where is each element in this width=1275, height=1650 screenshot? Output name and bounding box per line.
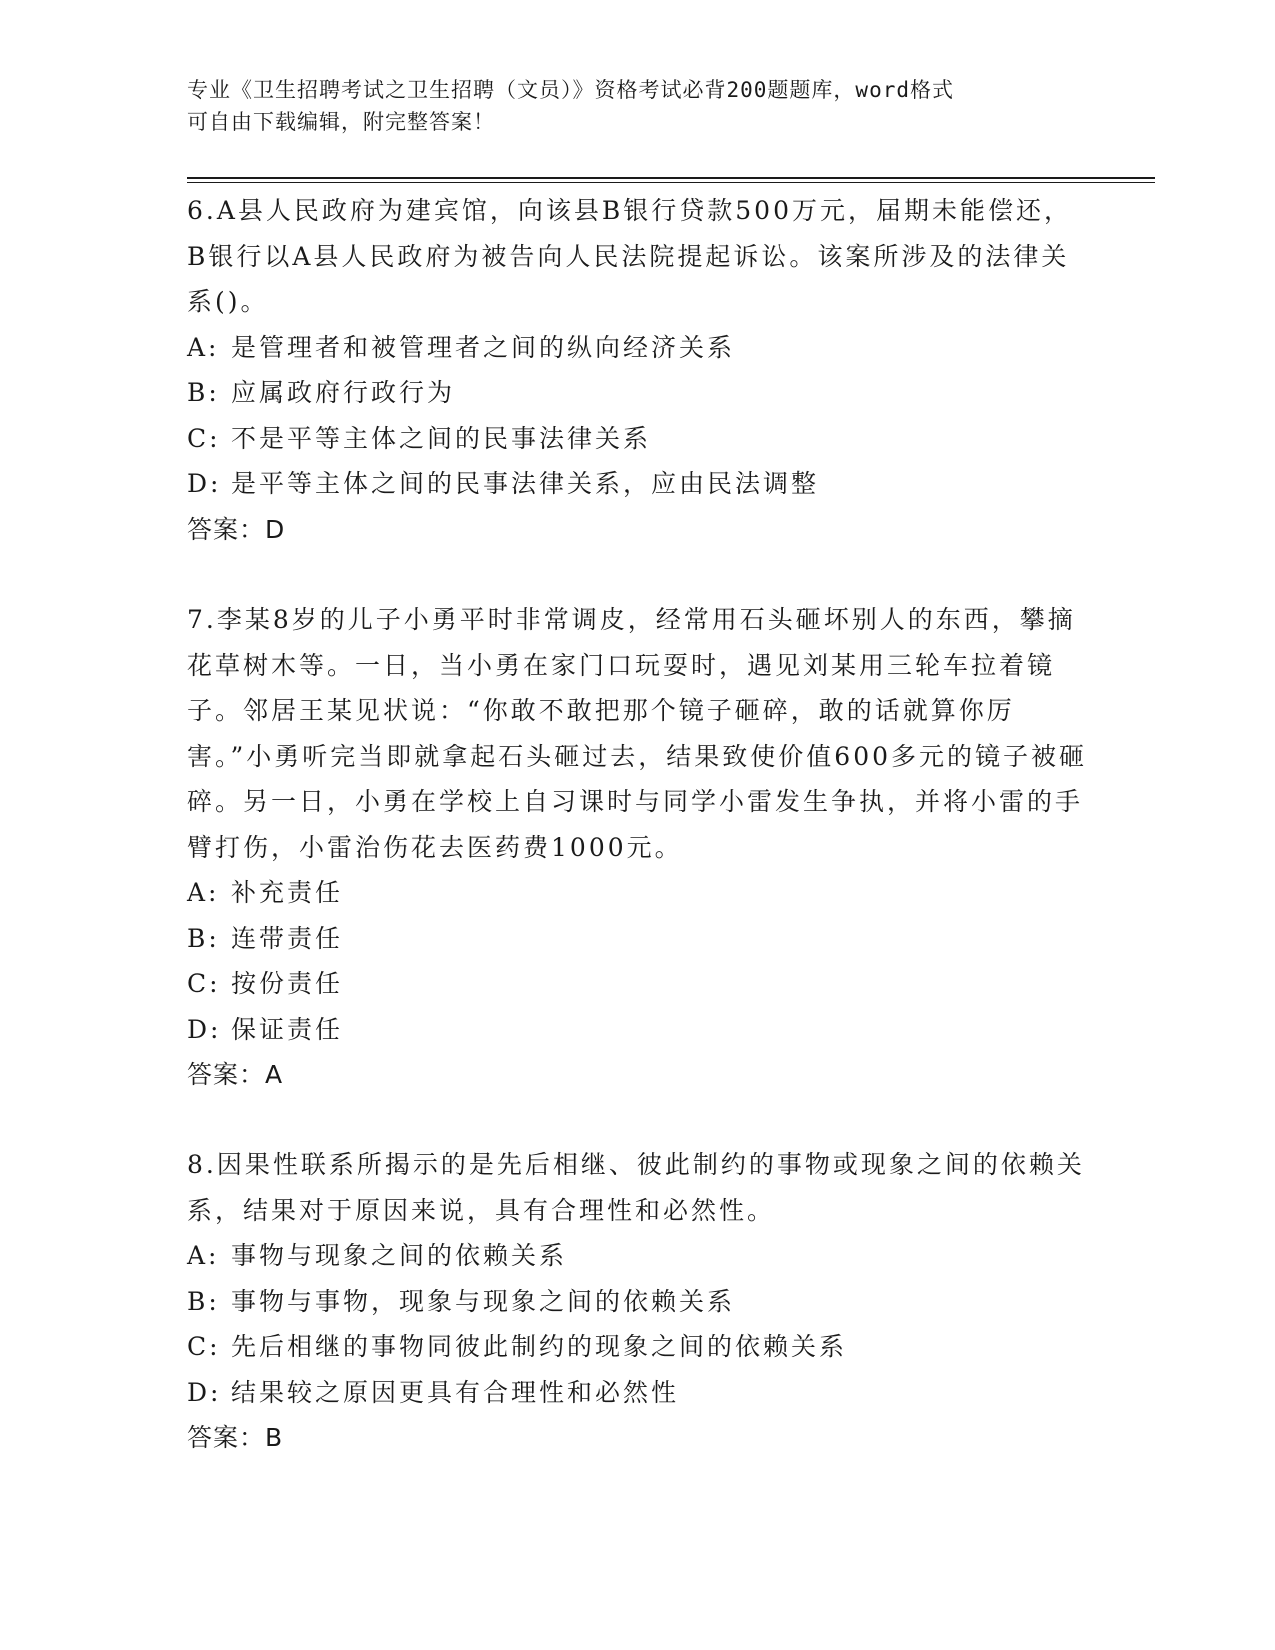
option-text: 事物与事物，现象与现象之间的依赖关系 xyxy=(231,1286,736,1316)
option-a xyxy=(187,870,1087,916)
question-7 xyxy=(187,597,1087,1098)
option-text: 连带责任 xyxy=(231,923,344,953)
option-b xyxy=(187,1279,1087,1325)
option-b xyxy=(187,916,1087,962)
question-6 xyxy=(187,188,1087,552)
option-text: 先后相继的事物同彼此制约的现象之间的依赖关系 xyxy=(231,1332,848,1361)
option-text: 保证责任 xyxy=(231,1014,344,1044)
option-d xyxy=(187,1007,1087,1053)
question-text: 6.A县人民政府为建宾馆，向该县B银行贷款500万元，届期未能偿还，B银行以A县人民政府为被告向人民法院提起诉讼。该案所涉及的法律关系()。 xyxy=(187,196,1072,316)
option-text: 事物与现象之间的依赖关系 xyxy=(231,1241,568,1270)
option-c xyxy=(187,961,1087,1007)
option-label: C: xyxy=(187,1332,221,1361)
option-text: 是管理者和被管理者之间的纵向经济关系 xyxy=(231,332,736,362)
option-d xyxy=(187,461,1087,507)
option-label: D: xyxy=(187,469,222,498)
option-c xyxy=(187,416,1087,462)
option-label: C: xyxy=(187,969,221,998)
answer-line: 答案：B xyxy=(187,1423,284,1452)
option-text: 补充责任 xyxy=(231,878,344,907)
option-b xyxy=(187,370,1087,416)
option-label: B: xyxy=(187,1286,220,1316)
header-line-2: 可自由下载编辑，附完整答案！ xyxy=(187,110,495,134)
header-divider-thin xyxy=(187,182,1155,183)
question-text: 8.因果性联系所揭示的是先后相继、彼此制约的事物或现象之间的依赖关系，结果对于原因来说，具有合理性和必然性。 xyxy=(187,1150,1085,1225)
option-label: A: xyxy=(187,878,220,907)
header-line-1: 专业《卫生招聘考试之卫生招聘（文员）》资格考试必背200题题库，word格式 xyxy=(187,78,954,102)
option-a xyxy=(187,325,1087,371)
option-text: 是平等主体之间的民事法律关系，应由民法调整 xyxy=(231,469,820,498)
option-label: B: xyxy=(187,378,220,407)
option-label: B: xyxy=(187,923,220,953)
document-header xyxy=(187,74,1067,138)
option-a xyxy=(187,1233,1087,1279)
question-8 xyxy=(187,1142,1087,1461)
header-divider-thick xyxy=(187,177,1155,179)
option-label: D: xyxy=(187,1014,222,1044)
option-label: C: xyxy=(187,423,221,453)
option-text: 按份责任 xyxy=(231,969,344,998)
option-text: 不是平等主体之间的民事法律关系 xyxy=(231,423,652,453)
answer-line: 答案：A xyxy=(187,1060,284,1089)
option-d xyxy=(187,1370,1087,1416)
option-text: 结果较之原因更具有合理性和必然性 xyxy=(231,1377,680,1407)
option-label: D: xyxy=(187,1377,222,1407)
option-label: A: xyxy=(187,1241,220,1270)
answer-line: 答案：D xyxy=(187,514,286,544)
question-text: 7.李某8岁的儿子小勇平时非常调皮，经常用石头砸坏别人的东西，攀摘花草树木等。一日，当小勇在家门口玩耍时，遇见刘某用三轮车拉着镜子。邻居王某见状说：“你敢不敢把那个镜子砸碎，敢的话就算你厉害。”小勇听完当即就拿起石头砸过去，结果致使价值600多元的镜子被砸碎。另一日，小勇在学校上自习课时与同学小雷发生争执，并将小雷的手臂打伤，小雷治伤花去医药费1000元。 xyxy=(187,605,1088,862)
option-c xyxy=(187,1324,1087,1370)
option-label: A: xyxy=(187,332,220,362)
option-text: 应属政府行政行为 xyxy=(231,378,456,407)
